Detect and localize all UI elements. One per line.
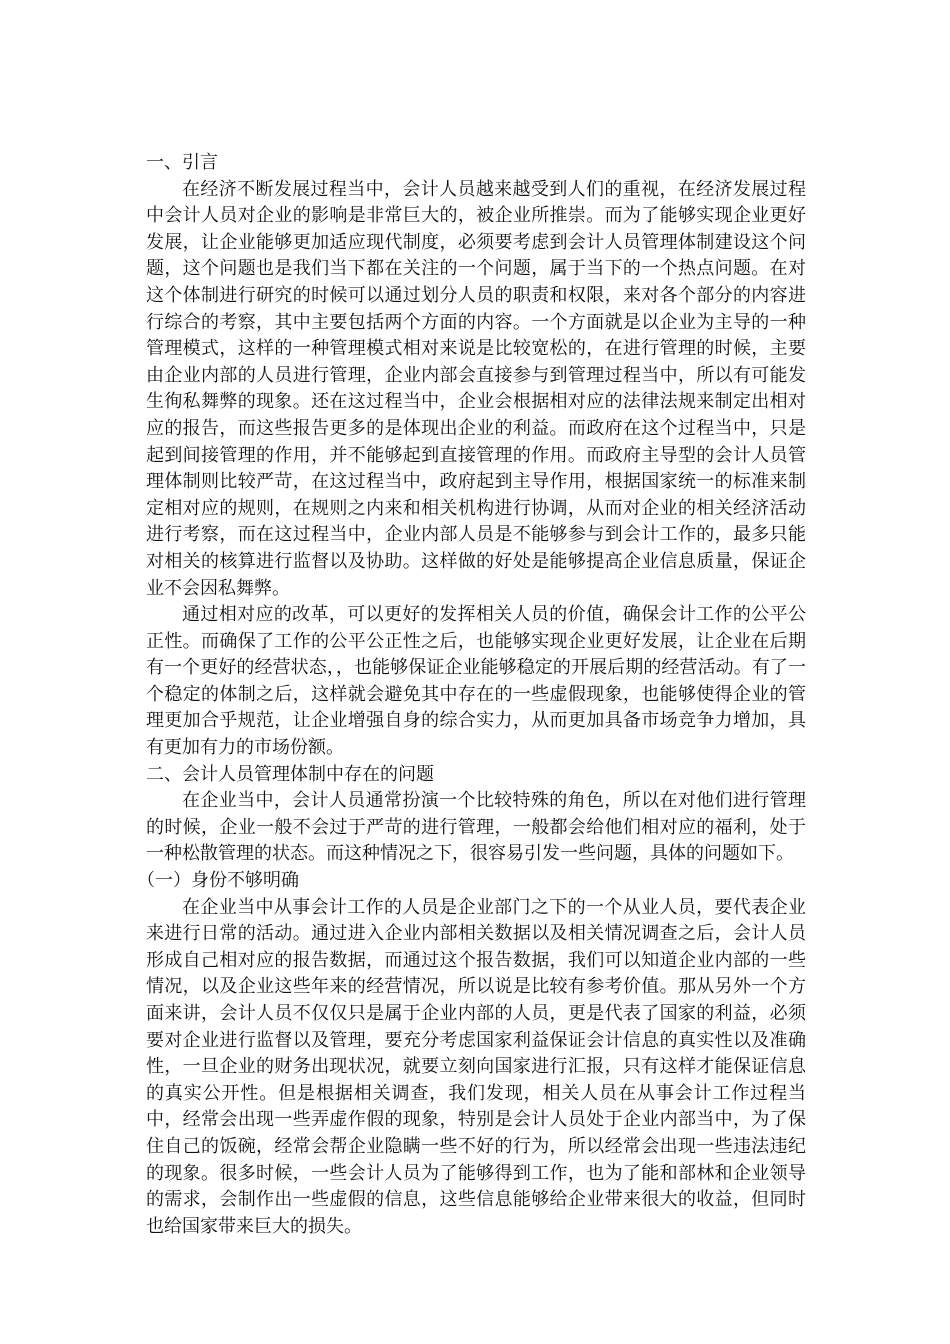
subsection-heading-identity: （一）身份不够明确 xyxy=(137,870,299,892)
section-heading-problems: 二、会计人员管理体制中存在的问题 xyxy=(146,763,434,785)
paragraph: 在企业当中，会计人员通常扮演一个比较特殊的角色，所以在对他们进行管理的时候，企业一般不会过于严苛的进行管理，一般都会给他们相对应的福利，处于一种松散管理的状态。而这种情况之下，很容易引发一些问题，具体的问题如下。 xyxy=(146,790,806,865)
paragraph: 在经济不断发展过程当中，会计人员越来越受到人们的重视，在经济发展过程中会计人员对企业的影响是非常巨大的，被企业所推崇。而为了能够实现企业更好发展，让企业能够更加适应现代制度，必须要考虑到会计人员管理体制建设这个问题，这个问题也是我们当下都在关注的一个问题，属于当下的一个热点问题。在对这个体制进行研究的时候可以通过划分人员的职责和权限，来对各个部分的内容进行综合的考察，其中主要包括两个方面的内容。一个方面就是以企业为主导的一种管理模式，这样的一种管理模式相对来说是比较宽松的，在进行管理的时候，主要由企业内部的人员进行管理，企业内部会直接参与到管理过程当中，所以有可能发生徇私舞弊的现象。还在这过程当中，企业会根据相对应的法律法规来制定出相对应的报告，而这些报告更多的是体现出企业的利益。而政府在这个过程当中，只是起到间接管理的作用，并不能够起到直接管理的作用。而政府主导型的会计人员管理体制则比较严苛，在这过程当中，政府起到主导作用，根据国家统一的标准来制定相对应的规则，在规则之内来和相关机构进行协调，从而对企业的相关经济活动进行考察，而在这过程当中，企业内部人员是不能够参与到会计工作的，最多只能对相关的核算进行监督以及协助。这样做的好处是能够提高企业信息质量，保证企业不会因私舞弊。 xyxy=(146,178,806,599)
section-heading-introduction: 一、引言 xyxy=(146,152,218,173)
paragraph: 在企业当中从事会计工作的人员是企业部门之下的一个从业人员，要代表企业来进行日常的活动。通过进入企业内部相关数据以及相关情况调查之后，会计人员形成自己相对应的报告数据，而通过这个报告数据，我们可以知道企业内部的一些情况，以及企业这些年来的经营情况，所以说是比较有参考价值。那从另外一个方面来讲，会计人员不仅仅只是属于企业内部的人员，更是代表了国家的利益，必须要对企业进行监督以及管理，要充分考虑国家利益保证会计信息的真实性以及准确性，一旦企业的财务出现状况，就要立刻向国家进行汇报，只有这样才能保证信息的真实公开性。但是根据相关调查，我们发现，相关人员在从事会计工作过程当中，经常会出现一些弄虚作假的现象，特别是会计人员处于企业内部当中，为了保住自己的饭碗，经常会帮企业隐瞒一些不好的行为，所以经常会出现一些违法违纪的现象。很多时候，一些会计人员为了能够得到工作，也为了能和部林和企业领导的需求，会制作出一些虚假的信息，这些信息能够给企业带来很大的收益，但同时也给国家带来巨大的损失。 xyxy=(146,896,806,1237)
paragraph: 通过相对应的改革，可以更好的发挥相关人员的价值，确保会计工作的公平公正性。而确保了工作的公平公正性之后，也能够实现企业更好发展，让企业在后期有一个更好的经营状态，，也能够保证企业能够稳定的开展后期的经营活动。有了一个稳定的体制之后，这样就会避免其中存在的一些虚假现象，也能够使得企业的管理更加合乎规范，让企业增强自身的综合实力，从而更加具备市场竞争力增加，具有更加有力的市场份额。 xyxy=(146,604,806,759)
document-body xyxy=(137,150,806,1240)
